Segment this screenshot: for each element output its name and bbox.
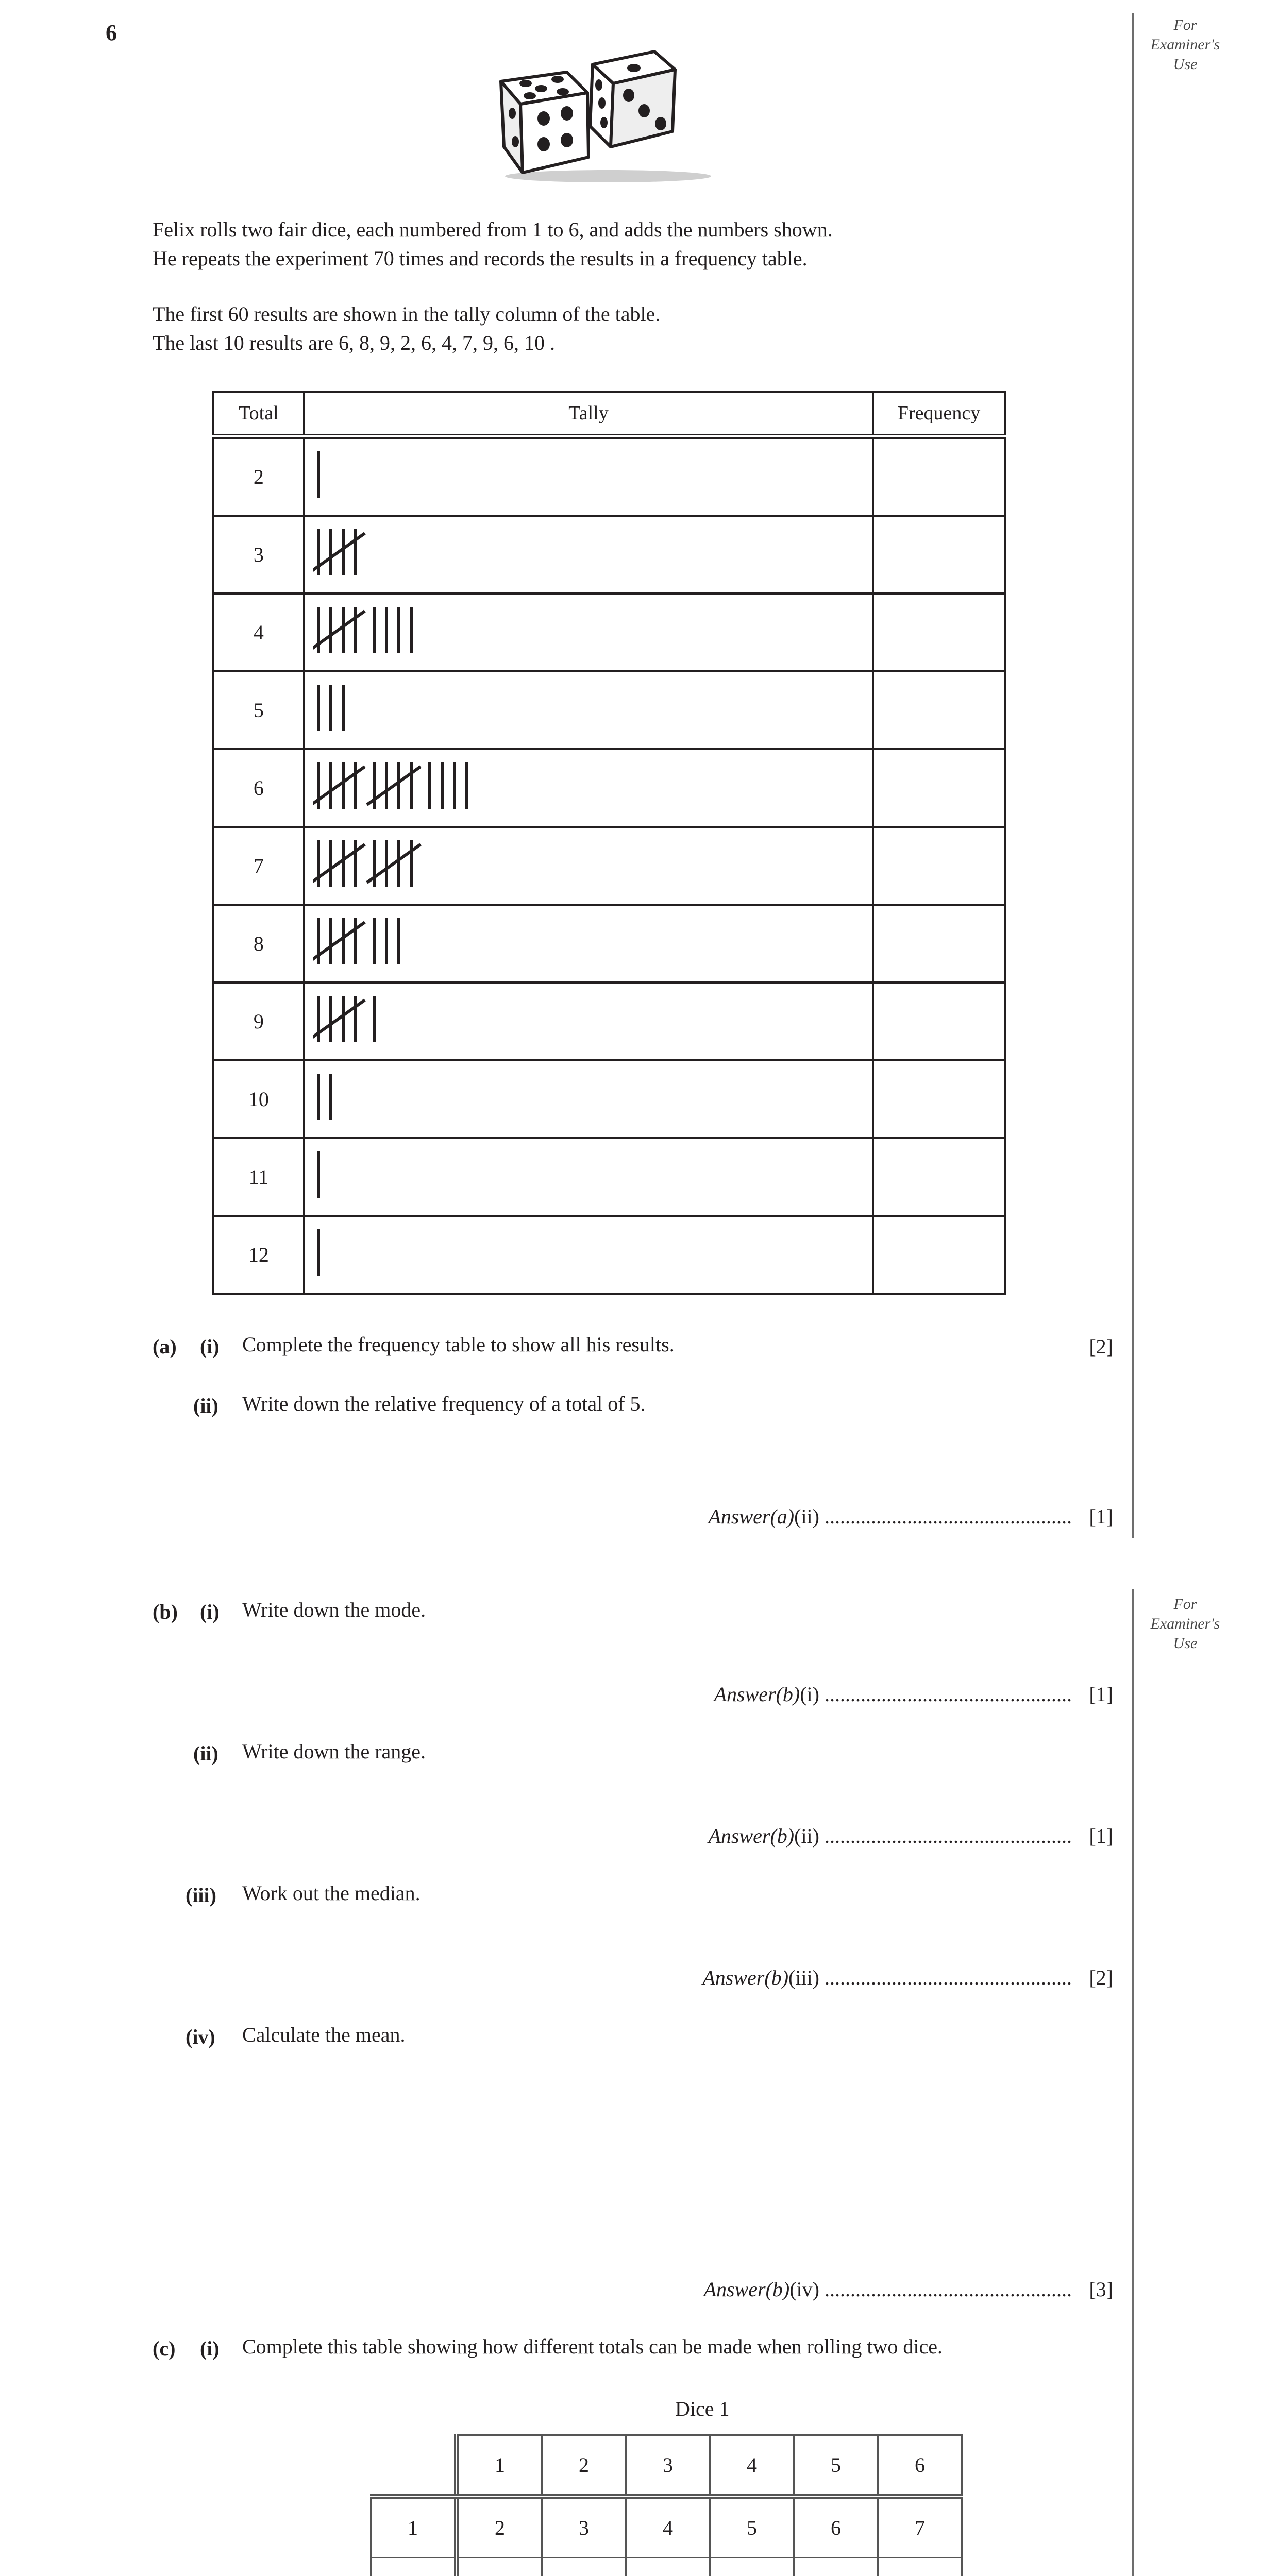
frequency-input-cell[interactable] (873, 982, 1005, 1060)
frequency-input-cell[interactable] (873, 827, 1005, 905)
margin-rule (1132, 13, 1134, 1538)
question-text: Write down the relative frequency of a total of 5. (242, 1392, 646, 1415)
total-cell: 6 (213, 749, 304, 827)
marks: [1] (1089, 1683, 1113, 1706)
answer-line: Answer(b)(ii) ................................................ (708, 1824, 1072, 1848)
sum-cell[interactable]: 7 (878, 2497, 962, 2558)
answer-line: Answer(b)(iv) ................................................ (703, 2278, 1072, 2301)
frequency-input-cell[interactable] (873, 594, 1005, 671)
table-row (213, 1216, 1005, 1294)
table-row (213, 982, 1005, 1060)
intro-line: Felix rolls two fair dice, each numbered from 1 to 6, and adds the numbers shown. (153, 218, 833, 241)
sum-cell[interactable]: 5 (710, 2497, 794, 2558)
subpart-label: (i) (200, 1335, 220, 1358)
subpart-label: (i) (200, 1600, 220, 1623)
column-header: 5 (794, 2435, 878, 2497)
intro-line: The last 10 results are 6, 8, 9, 2, 6, 4, 7, 9, 6, 10 . (153, 331, 555, 354)
examiner-use-line: Examiner's (1150, 1615, 1220, 1632)
total-cell: 5 (213, 671, 304, 749)
table-row (213, 594, 1005, 671)
tally-marks (313, 835, 435, 892)
examiner-use-line: For (1173, 1596, 1197, 1613)
tally-marks (313, 524, 379, 581)
column-header: 2 (542, 2435, 626, 2497)
frequency-table (212, 391, 1006, 1295)
column-header: 4 (710, 2435, 794, 2497)
column-header: 3 (626, 2435, 710, 2497)
frequency-input-cell[interactable] (873, 516, 1005, 594)
table-row (213, 749, 1005, 827)
part-label: (c) (153, 2337, 176, 2360)
row-header: 1 (371, 2497, 457, 2558)
subpart-label: (i) (200, 2337, 220, 2360)
part-label: (a) (153, 1335, 177, 1358)
tally-marks (313, 1146, 336, 1203)
corner-cell (371, 2435, 457, 2497)
marks: [1] (1089, 1505, 1113, 1528)
answer-field[interactable]: ................................................ (819, 1505, 1072, 1528)
tally-cell (304, 905, 873, 982)
question-text: Write down the range. (242, 1740, 426, 1763)
page-number: 6 (106, 20, 117, 45)
table-row (213, 516, 1005, 594)
total-cell: 11 (213, 1138, 304, 1216)
frequency-input-cell[interactable] (873, 905, 1005, 982)
sum-cell[interactable] (626, 2558, 710, 2576)
total-cell: 3 (213, 516, 304, 594)
tally-marks (313, 446, 336, 503)
examiner-use-line: Use (1173, 56, 1198, 73)
examiner-use-line: Examiner's (1150, 36, 1220, 53)
subpart-label: (ii) (193, 1394, 218, 1417)
sum-cell[interactable] (794, 2558, 878, 2576)
intro-line: He repeats the experiment 70 times and records the results in a frequency table. (153, 247, 808, 270)
dice-table-row (371, 2497, 962, 2558)
total-cell: 4 (213, 594, 304, 671)
column-header-tally: Tally (304, 392, 873, 436)
sum-cell[interactable] (542, 2558, 626, 2576)
sum-cell[interactable]: 6 (794, 2497, 878, 2558)
table-row (213, 1060, 1005, 1138)
marks: [1] (1089, 1824, 1113, 1848)
frequency-input-cell[interactable] (873, 671, 1005, 749)
tally-marks (313, 757, 484, 814)
question-text: Calculate the mean. (242, 2023, 406, 2046)
examiner-use-box (1139, 1595, 1232, 1653)
column-header: 1 (457, 2435, 542, 2497)
examiner-use-box (1139, 15, 1232, 74)
total-cell: 10 (213, 1060, 304, 1138)
table-row (213, 827, 1005, 905)
dice-sum-table (370, 2434, 963, 2576)
total-cell: 8 (213, 905, 304, 982)
marks: [3] (1089, 2278, 1113, 2301)
dice-header-row (371, 2435, 962, 2497)
column-header: 6 (878, 2435, 962, 2497)
frequency-input-cell[interactable] (873, 1216, 1005, 1294)
marks: [2] (1089, 1335, 1113, 1358)
tally-marks (313, 991, 392, 1047)
column-header-total: Total (213, 392, 304, 436)
table-row (213, 671, 1005, 749)
tally-cell (304, 827, 873, 905)
marks: [2] (1089, 1966, 1113, 1989)
tally-marks (313, 680, 361, 736)
question-text: Work out the median. (242, 1882, 421, 1905)
tally-marks (313, 913, 416, 970)
answer-field[interactable]: ................................................ (819, 1966, 1072, 1989)
answer-field[interactable]: ................................................ (819, 1683, 1072, 1706)
dice-table-row (371, 2558, 962, 2576)
examiner-use-line: Use (1173, 1635, 1198, 1652)
right-die-icon (590, 52, 675, 147)
column-header-frequency: Frequency (873, 392, 1005, 436)
part-label: (b) (153, 1600, 178, 1623)
frequency-input-cell[interactable] (873, 1060, 1005, 1138)
answer-line: Answer(a)(ii) ................................................ (708, 1505, 1072, 1528)
tally-cell (304, 749, 873, 827)
question-text: Write down the mode. (242, 1598, 426, 1621)
answer-line: Answer(b)(iii) ................................................ (702, 1966, 1072, 1989)
table-header-row (213, 392, 1005, 436)
total-cell: 2 (213, 436, 304, 516)
tally-cell (304, 436, 873, 516)
frequency-input-cell[interactable] (873, 749, 1005, 827)
total-cell: 12 (213, 1216, 304, 1294)
sum-cell[interactable]: 3 (542, 2497, 626, 2558)
sum-cell[interactable]: 4 (626, 2497, 710, 2558)
margin-rule (1132, 1589, 1134, 2576)
tally-cell (304, 1138, 873, 1216)
total-cell: 9 (213, 982, 304, 1060)
answer-field[interactable]: ................................................ (819, 2278, 1072, 2301)
table-row (213, 905, 1005, 982)
answer-line: Answer(b)(i) ................................................ (714, 1683, 1072, 1706)
dice1-axis-label: Dice 1 (675, 2397, 730, 2420)
frequency-input-cell[interactable] (873, 436, 1005, 516)
tally-cell (304, 516, 873, 594)
table-row (213, 436, 1005, 516)
subpart-label: (ii) (193, 1742, 218, 1765)
subpart-label: (iv) (186, 2025, 215, 2048)
question-text: Complete the frequency table to show all his results. (242, 1333, 675, 1356)
table-row (213, 1138, 1005, 1216)
total-cell: 7 (213, 827, 304, 905)
sum-cell[interactable] (457, 2558, 542, 2576)
tally-cell (304, 982, 873, 1060)
tally-cell (304, 1216, 873, 1294)
subpart-label: (iii) (186, 1884, 216, 1907)
tally-marks (313, 602, 429, 658)
tally-cell (304, 1060, 873, 1138)
frequency-input-cell[interactable] (873, 1138, 1005, 1216)
tally-cell (304, 594, 873, 671)
tally-marks (313, 1069, 348, 1125)
question-text: Complete this table showing how different totals can be made when rolling two dice. (242, 2335, 943, 2358)
answer-field[interactable]: ................................................ (819, 1824, 1072, 1848)
intro-line: The first 60 results are shown in the tally column of the table. (153, 302, 661, 326)
left-die-icon (501, 72, 588, 173)
sum-cell[interactable] (710, 2558, 794, 2576)
tally-cell (304, 671, 873, 749)
sum-cell[interactable]: 2 (457, 2497, 542, 2558)
row-header (371, 2558, 457, 2576)
sum-cell[interactable] (878, 2558, 962, 2576)
examiner-use-line: For (1173, 16, 1197, 33)
tally-marks (313, 1224, 336, 1281)
dice-illustration (490, 41, 727, 185)
